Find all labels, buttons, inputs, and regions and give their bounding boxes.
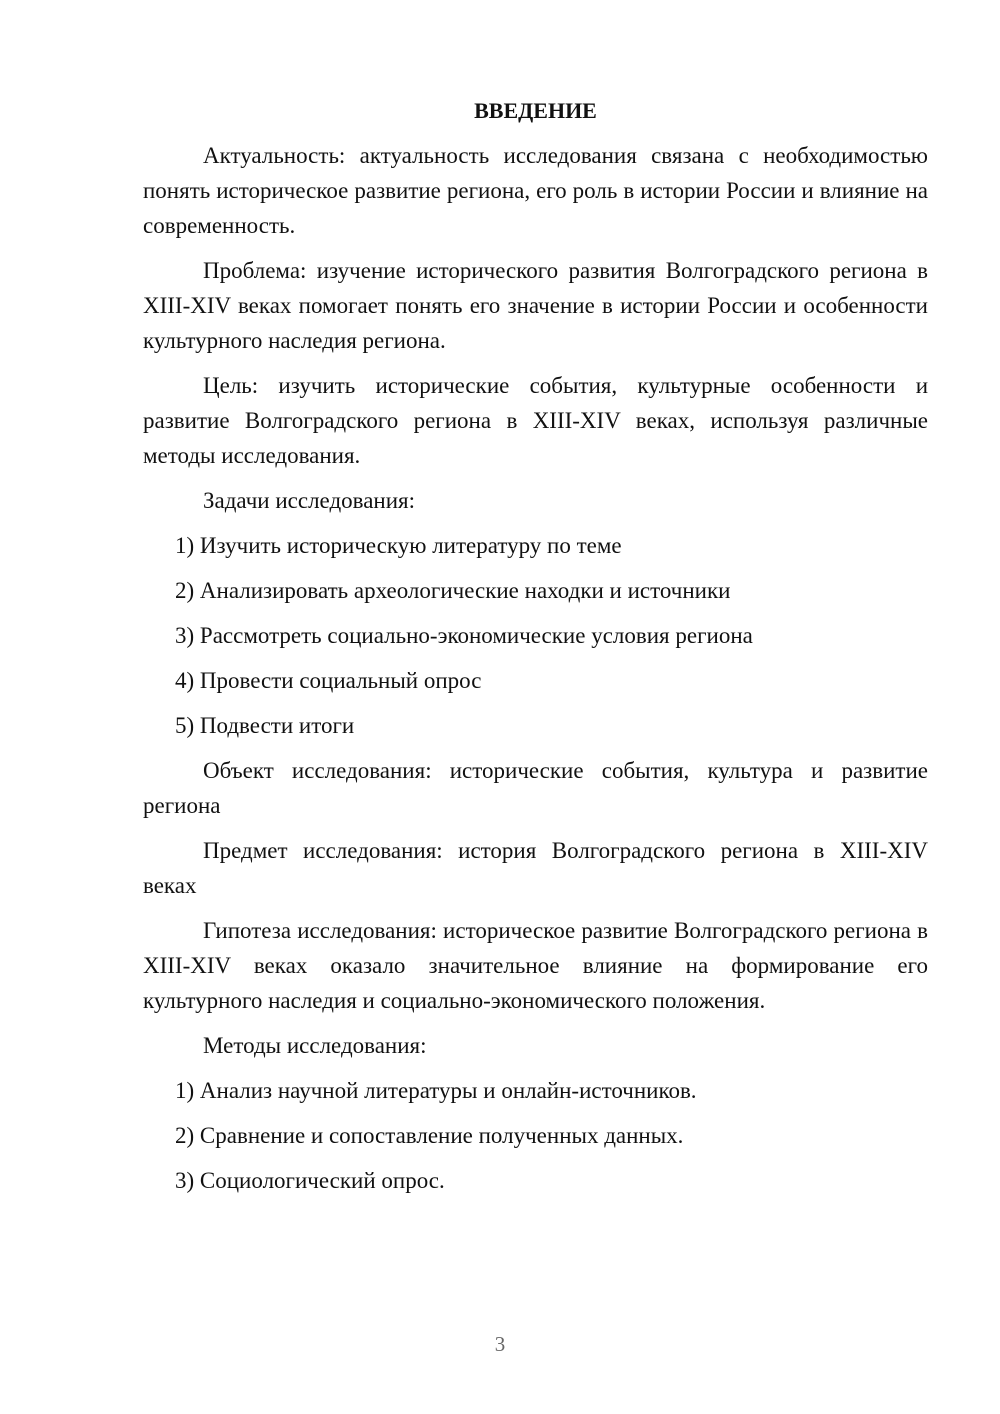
problem-paragraph: Проблема: изучение исторического развития Волгоградского региона в XIII-XIV веках помогает понять его значение в истории России и особенности культурного наследия региона. bbox=[143, 258, 928, 353]
task-item: 5) Подвести итоги bbox=[175, 713, 355, 738]
method-item: 1) Анализ научной литературы и онлайн-источников. bbox=[175, 1078, 697, 1103]
task-item: 4) Провести социальный опрос bbox=[175, 668, 482, 693]
task-item: 1) Изучить историческую литературу по теме bbox=[175, 533, 622, 558]
section-title: ВВЕДЕНИЕ bbox=[474, 98, 597, 123]
tasks-list bbox=[143, 528, 928, 743]
object-paragraph: Объект исследования: исторические события, культура и развитие региона bbox=[143, 758, 928, 818]
method-item: 3) Социологический опрос. bbox=[175, 1168, 445, 1193]
methods-heading: Методы исследования: bbox=[203, 1033, 427, 1058]
method-item: 2) Сравнение и сопоставление полученных данных. bbox=[175, 1123, 684, 1148]
page-content bbox=[143, 93, 928, 1208]
hypothesis-paragraph: Гипотеза исследования: историческое развитие Волгоградского региона в XIII-XIV веках оказало значительное влияние на формирование его культурного наследия и социально-экономического положения. bbox=[143, 918, 928, 1013]
relevance-paragraph: Актуальность: актуальность исследования связана с необходимостью понять историческое развитие региона, его роль в истории России и влияние на современность. bbox=[143, 143, 928, 238]
goal-paragraph: Цель: изучить исторические события, культурные особенности и развитие Волгоградского региона в XIII-XIV веках, используя различные методы исследования. bbox=[143, 373, 928, 468]
tasks-heading: Задачи исследования: bbox=[203, 488, 416, 513]
subject-paragraph: Предмет исследования: история Волгоградского региона в XIII-XIV веках bbox=[143, 838, 928, 898]
task-item: 3) Рассмотреть социально-экономические условия региона bbox=[175, 623, 753, 648]
task-item: 2) Анализировать археологические находки и источники bbox=[175, 578, 731, 603]
methods-list bbox=[143, 1073, 928, 1198]
page-number: 3 bbox=[494, 1332, 506, 1356]
